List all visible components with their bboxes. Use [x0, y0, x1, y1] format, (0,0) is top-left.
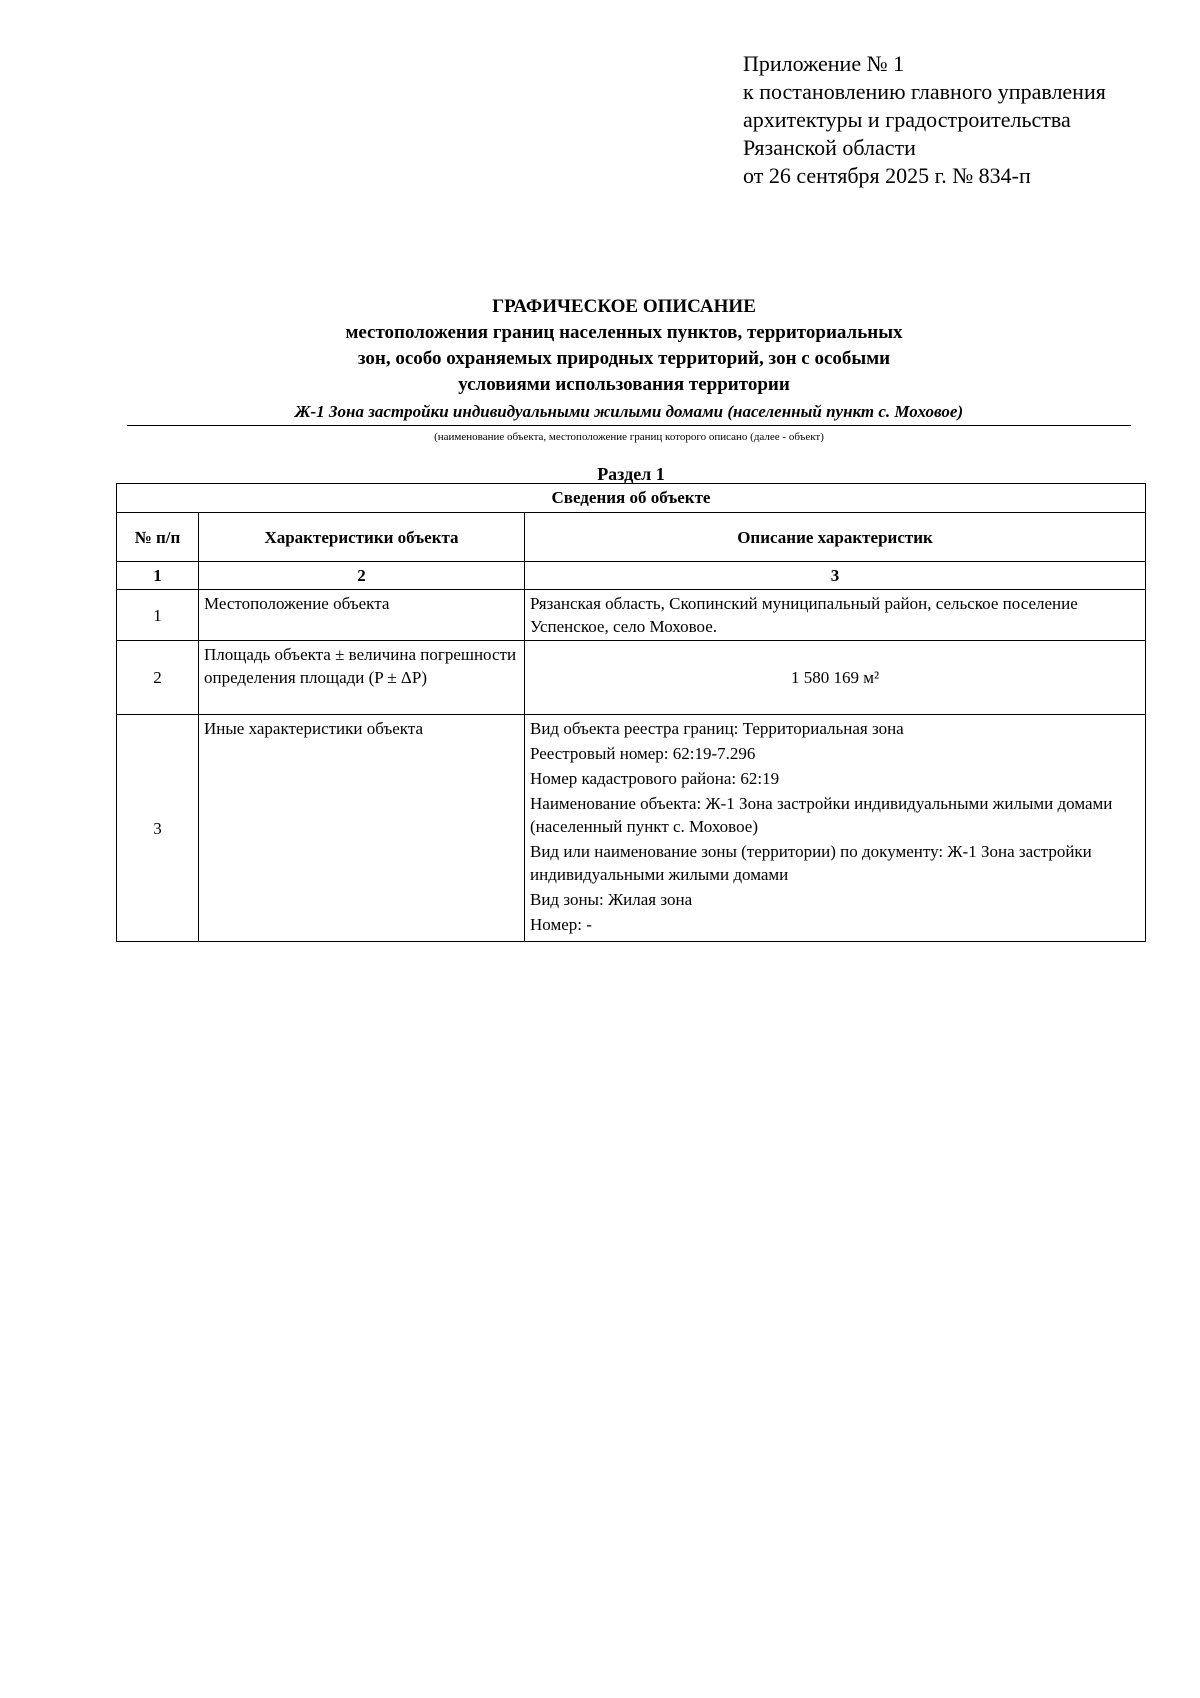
column-numbers-row: [117, 562, 1146, 590]
description-line: Наименование объекта: Ж-1 Зона застройки индивидуальными жилыми домами (населенный пункт с. Моховое): [530, 794, 1113, 836]
table-row: [117, 715, 1146, 942]
title-sub-line: зон, особо охраняемых природных территорий, зон с особыми: [357, 348, 891, 369]
title-sub-line: местоположения границ населенных пунктов, территориальных: [345, 322, 903, 343]
appendix-line: архитектуры и градостроительства: [743, 107, 1071, 132]
appendix-line: к постановлению главного управления: [743, 79, 1106, 104]
row-characteristic: Местоположение объекта: [199, 590, 525, 641]
row-number: 2: [117, 641, 199, 715]
header-num: № п/п: [117, 513, 199, 562]
description-line: Реестровый номер: 62:19-7.296: [530, 744, 756, 763]
table-row: [117, 590, 1146, 641]
header-description: Описание характеристик: [525, 513, 1146, 562]
description-line: Вид зоны: Жилая зона: [530, 890, 693, 909]
document-title: [116, 294, 1132, 398]
description-line: Вид или наименование зоны (территории) по документу: Ж-1 Зона застройки индивидуальными жилыми домами: [530, 842, 1092, 884]
header-characteristic: Характеристики объекта: [199, 513, 525, 562]
title-sub-line: условиями использования территории: [458, 374, 790, 395]
appendix-line: Рязанской области: [743, 135, 916, 160]
row-number: 1: [117, 590, 199, 641]
row-characteristic: Иные характеристики объекта: [199, 715, 525, 942]
object-name: Ж-1 Зона застройки индивидуальными жилыми домами (населенный пункт с. Моховое): [127, 400, 1131, 426]
appendix-header: [743, 50, 1106, 190]
row-description: [525, 715, 1146, 942]
table-caption: Сведения об объекте: [117, 484, 1146, 513]
column-number: 1: [117, 562, 199, 590]
section-label: Раздел 1: [597, 464, 665, 484]
table-row: [117, 641, 1146, 715]
row-description: 1 580 169 м²: [525, 641, 1146, 715]
column-number: 2: [199, 562, 525, 590]
description-line: Номер: -: [530, 915, 592, 934]
object-info-table: [116, 483, 1146, 942]
description-line: Номер кадастрового района: 62:19: [530, 769, 780, 788]
appendix-line: Приложение № 1: [743, 51, 905, 76]
column-number: 3: [525, 562, 1146, 590]
appendix-line: от 26 сентября 2025 г. № 834-п: [743, 163, 1031, 188]
row-characteristic: Площадь объекта ± величина погрешности определения площади (P ± ΔP): [199, 641, 525, 715]
description-line: Вид объекта реестра границ: Территориальная зона: [530, 719, 904, 738]
title-main: ГРАФИЧЕСКОЕ ОПИСАНИЕ: [492, 296, 756, 317]
row-description: Рязанская область, Скопинский муниципальный район, сельское поселение Успенское, село Моховое.: [525, 590, 1146, 641]
row-number: 3: [117, 715, 199, 942]
object-caption: (наименование объекта, местоположение границ которого описано (далее - объект): [434, 431, 824, 443]
